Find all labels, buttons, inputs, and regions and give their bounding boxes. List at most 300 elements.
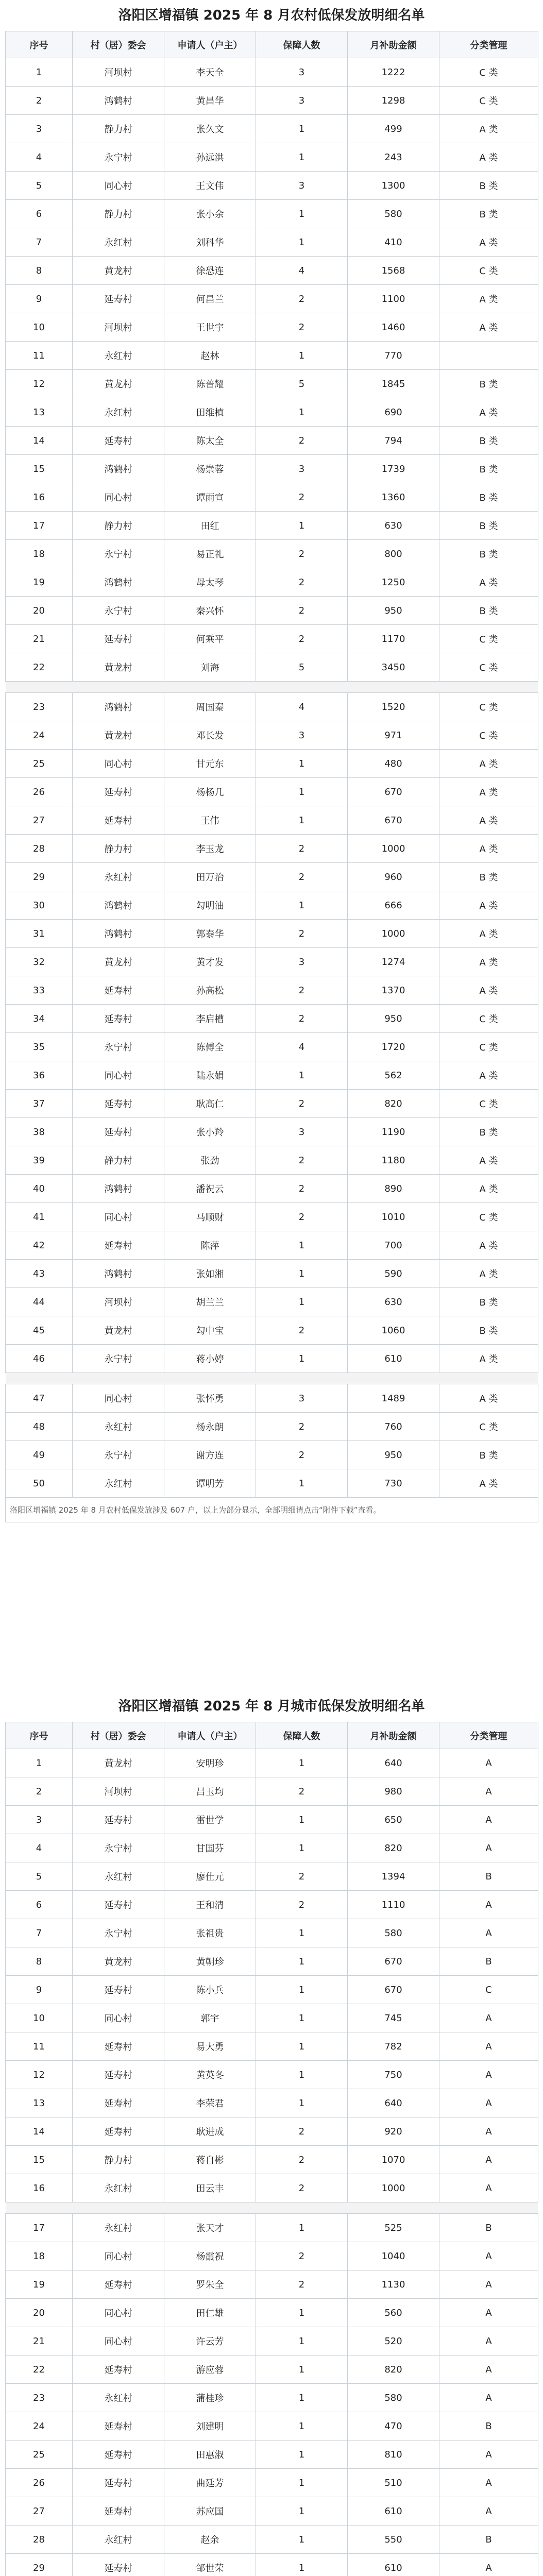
cell-seq: 4 <box>6 143 73 172</box>
table-row <box>6 1288 538 1316</box>
cell-category: A 类 <box>439 1175 538 1203</box>
cell-category: A <box>439 2004 538 2032</box>
cell-amount: 1000 <box>348 920 439 948</box>
cell-applicant: 勾明油 <box>164 891 256 920</box>
cell-amount: 810 <box>348 2441 439 2469</box>
cell-category: B 类 <box>439 172 538 200</box>
cell-applicant: 王文伟 <box>164 172 256 200</box>
cell-people: 2 <box>256 285 348 313</box>
cell-category: A <box>439 1777 538 1806</box>
cell-amount: 580 <box>348 2384 439 2412</box>
cell-seq: 49 <box>6 1441 73 1469</box>
cell-seq: 27 <box>6 806 73 835</box>
cell-seq: 33 <box>6 976 73 1005</box>
cell-category: A <box>439 2355 538 2384</box>
cell-category: A <box>439 2061 538 2089</box>
table-row <box>6 370 538 398</box>
cell-people: 2 <box>256 2146 348 2174</box>
cell-people: 1 <box>256 1919 348 1947</box>
cell-applicant: 甘国芬 <box>164 1834 256 1862</box>
cell-amount: 1060 <box>348 1316 439 1345</box>
cell-amount: 1568 <box>348 257 439 285</box>
cell-people: 1 <box>256 115 348 143</box>
cell-category: A <box>439 2299 538 2327</box>
table-row <box>6 2214 538 2242</box>
cell-seq: 26 <box>6 2469 73 2497</box>
cell-applicant: 雷世学 <box>164 1806 256 1834</box>
cell-category: A 类 <box>439 976 538 1005</box>
cell-village: 河坝村 <box>73 1777 164 1806</box>
cell-applicant: 母太琴 <box>164 568 256 597</box>
cell-amount: 1040 <box>348 2242 439 2270</box>
cell-category: C 类 <box>439 1033 538 1061</box>
table-row <box>6 2469 538 2497</box>
table-row <box>6 1891 538 1919</box>
cell-category: B 类 <box>439 1288 538 1316</box>
cell-category: C 类 <box>439 1413 538 1441</box>
table-row <box>6 2554 538 2576</box>
cell-applicant: 郭泰华 <box>164 920 256 948</box>
cell-village: 鸿鹤村 <box>73 455 164 483</box>
cell-village: 延寿村 <box>73 1806 164 1834</box>
cell-seq: 6 <box>6 200 73 228</box>
cell-category: A <box>439 1749 538 1777</box>
cell-category: A 类 <box>439 1061 538 1090</box>
cell-amount: 243 <box>348 143 439 172</box>
cell-category: A <box>439 1891 538 1919</box>
cell-amount: 980 <box>348 1777 439 1806</box>
cell-amount: 690 <box>348 398 439 427</box>
cell-people: 2 <box>256 625 348 653</box>
cell-people: 1 <box>256 750 348 778</box>
cell-village: 鸿鹤村 <box>73 891 164 920</box>
cell-seq: 10 <box>6 2004 73 2032</box>
cell-village: 鸿鹤村 <box>73 1260 164 1288</box>
table-row <box>6 721 538 750</box>
cell-category: B <box>439 1862 538 1891</box>
table-row <box>6 200 538 228</box>
cell-people: 1 <box>256 1976 348 2004</box>
cell-category: C 类 <box>439 653 538 682</box>
cell-seq: 8 <box>6 1947 73 1976</box>
cell-village: 河坝村 <box>73 313 164 342</box>
cell-people: 3 <box>256 1118 348 1146</box>
cell-category: A 类 <box>439 1231 538 1260</box>
cell-category <box>439 342 538 370</box>
cell-village: 延寿村 <box>73 2117 164 2146</box>
cell-amount: 610 <box>348 2554 439 2576</box>
cell-seq: 5 <box>6 1862 73 1891</box>
cell-applicant: 杨崇蓉 <box>164 455 256 483</box>
cell-village: 黄龙村 <box>73 653 164 682</box>
col-header-seq: 序号 <box>6 31 73 58</box>
cell-amount: 640 <box>348 1749 439 1777</box>
cell-category: A 类 <box>439 568 538 597</box>
cell-amount: 670 <box>348 1976 439 2004</box>
cell-category: B 类 <box>439 427 538 455</box>
cell-seq: 5 <box>6 172 73 200</box>
cell-village: 永宁村 <box>73 1441 164 1469</box>
cell-applicant: 李荣君 <box>164 2089 256 2117</box>
cell-amount: 1720 <box>348 1033 439 1061</box>
cell-people: 2 <box>256 863 348 891</box>
cell-village: 延寿村 <box>73 1118 164 1146</box>
cell-category: A 类 <box>439 115 538 143</box>
cell-category: A 类 <box>439 398 538 427</box>
cell-category: C 类 <box>439 1203 538 1231</box>
cell-people: 1 <box>256 2004 348 2032</box>
cell-applicant: 胡兰兰 <box>164 1288 256 1316</box>
cell-village: 延寿村 <box>73 2032 164 2061</box>
table-row <box>6 58 538 87</box>
cell-applicant: 甘元东 <box>164 750 256 778</box>
cell-village: 同心村 <box>73 1203 164 1231</box>
cell-amount: 1489 <box>348 1384 439 1413</box>
col-header-applicant: 申请人（户主） <box>164 1722 256 1749</box>
cell-category: C 类 <box>439 1005 538 1033</box>
table-row <box>6 1834 538 1862</box>
table-row <box>6 1777 538 1806</box>
cell-applicant: 刘海 <box>164 653 256 682</box>
cell-village: 永宁村 <box>73 1033 164 1061</box>
cell-people: 2 <box>256 2174 348 2202</box>
cell-people: 2 <box>256 1175 348 1203</box>
cell-applicant: 田维植 <box>164 398 256 427</box>
cell-village: 永红村 <box>73 1862 164 1891</box>
cell-applicant: 张祖贵 <box>164 1919 256 1947</box>
cell-village: 鸿鹤村 <box>73 87 164 115</box>
cell-category: A 类 <box>439 1384 538 1413</box>
table-row <box>6 1146 538 1175</box>
cell-seq: 13 <box>6 398 73 427</box>
cell-seq: 22 <box>6 653 73 682</box>
cell-applicant: 黄昌华 <box>164 87 256 115</box>
cell-amount: 1190 <box>348 1118 439 1146</box>
cell-amount: 1394 <box>348 1862 439 1891</box>
cell-village: 永红村 <box>73 2384 164 2412</box>
cell-seq: 37 <box>6 1090 73 1118</box>
cell-amount: 794 <box>348 427 439 455</box>
table-row <box>6 920 538 948</box>
cell-applicant: 吕玉均 <box>164 1777 256 1806</box>
cell-category: A <box>439 2441 538 2469</box>
cell-applicant: 田红 <box>164 512 256 540</box>
cell-village: 延寿村 <box>73 1090 164 1118</box>
cell-people: 3 <box>256 172 348 200</box>
cell-village: 延寿村 <box>73 806 164 835</box>
cell-village: 鸿鹤村 <box>73 568 164 597</box>
cell-village: 同心村 <box>73 2242 164 2270</box>
cell-people: 2 <box>256 1146 348 1175</box>
cell-village: 延寿村 <box>73 2089 164 2117</box>
cell-amount: 610 <box>348 1345 439 1373</box>
cell-amount: 1370 <box>348 976 439 1005</box>
cell-amount: 750 <box>348 2061 439 2089</box>
cell-people: 1 <box>256 1834 348 1862</box>
cell-category: B <box>439 2526 538 2554</box>
cell-village: 静力村 <box>73 1146 164 1175</box>
cell-people: 1 <box>256 1231 348 1260</box>
cell-applicant: 曲廷芳 <box>164 2469 256 2497</box>
cell-people: 2 <box>256 1005 348 1033</box>
cell-seq: 7 <box>6 1919 73 1947</box>
cell-people: 2 <box>256 920 348 948</box>
table-row <box>6 2004 538 2032</box>
cell-category: B 类 <box>439 200 538 228</box>
cell-applicant: 王伟 <box>164 806 256 835</box>
cell-people: 1 <box>256 2412 348 2441</box>
cell-village: 延寿村 <box>73 2270 164 2299</box>
cell-applicant: 何乘平 <box>164 625 256 653</box>
cell-category: C 类 <box>439 721 538 750</box>
cell-category: A <box>439 1834 538 1862</box>
cell-seq: 20 <box>6 597 73 625</box>
cell-amount: 820 <box>348 1834 439 1862</box>
table-row <box>6 1749 538 1777</box>
cell-applicant: 谢方连 <box>164 1441 256 1469</box>
cell-applicant: 孙高松 <box>164 976 256 1005</box>
cell-seq: 40 <box>6 1175 73 1203</box>
cell-amount: 562 <box>348 1061 439 1090</box>
cell-seq: 7 <box>6 228 73 257</box>
cell-amount: 640 <box>348 2089 439 2117</box>
table-row <box>6 891 538 920</box>
cell-category: B 类 <box>439 597 538 625</box>
cell-people: 2 <box>256 2270 348 2299</box>
cell-village: 黄龙村 <box>73 1947 164 1976</box>
cell-village: 永红村 <box>73 342 164 370</box>
table-row <box>6 2327 538 2355</box>
cell-applicant: 谭雨宣 <box>164 483 256 512</box>
cell-category: C 类 <box>439 87 538 115</box>
cell-village: 黄龙村 <box>73 1316 164 1345</box>
cell-category: B 类 <box>439 540 538 568</box>
cell-applicant: 陈普耀 <box>164 370 256 398</box>
cell-seq: 42 <box>6 1231 73 1260</box>
cell-amount: 971 <box>348 721 439 750</box>
cell-seq: 17 <box>6 512 73 540</box>
cell-village: 静力村 <box>73 115 164 143</box>
cell-amount: 1100 <box>348 285 439 313</box>
cell-category: B 类 <box>439 1118 538 1146</box>
cell-applicant: 黄朝珍 <box>164 1947 256 1976</box>
cell-category: B 类 <box>439 1316 538 1345</box>
cell-amount: 630 <box>348 1288 439 1316</box>
cell-people: 2 <box>256 2117 348 2146</box>
table-row <box>6 427 538 455</box>
table-row <box>6 2242 538 2270</box>
cell-village: 延寿村 <box>73 1005 164 1033</box>
cell-people: 3 <box>256 87 348 115</box>
cell-seq: 29 <box>6 2554 73 2576</box>
cell-seq: 19 <box>6 2270 73 2299</box>
cell-applicant: 张小羚 <box>164 1118 256 1146</box>
cell-amount: 580 <box>348 200 439 228</box>
cell-applicant: 张怀勇 <box>164 1384 256 1413</box>
cell-category: C 类 <box>439 1090 538 1118</box>
cell-seq: 27 <box>6 2497 73 2526</box>
cell-people: 3 <box>256 58 348 87</box>
cell-applicant: 马顺财 <box>164 1203 256 1231</box>
cell-village: 黄龙村 <box>73 1749 164 1777</box>
cell-category: B 类 <box>439 483 538 512</box>
table-row <box>6 2174 538 2202</box>
cell-applicant: 蒋小婷 <box>164 1345 256 1373</box>
cell-category: A 类 <box>439 806 538 835</box>
cell-seq: 11 <box>6 342 73 370</box>
table-row <box>6 597 538 625</box>
rural-table-title: 洛阳区增福镇 2025 年 8 月农村低保发放明细名单 <box>118 8 425 23</box>
cell-applicant: 田仁雄 <box>164 2299 256 2327</box>
cell-seq: 6 <box>6 1891 73 1919</box>
table-row <box>6 2117 538 2146</box>
cell-seq: 21 <box>6 2327 73 2355</box>
table-row <box>6 1090 538 1118</box>
cell-village: 永红村 <box>73 863 164 891</box>
cell-category: C 类 <box>439 693 538 721</box>
cell-people: 4 <box>256 1033 348 1061</box>
cell-applicant: 苏应国 <box>164 2497 256 2526</box>
cell-village: 延寿村 <box>73 2554 164 2576</box>
cell-amount: 499 <box>348 115 439 143</box>
cell-category: C 类 <box>439 58 538 87</box>
cell-village: 同心村 <box>73 483 164 512</box>
col-header-amount: 月补助金额 <box>348 1722 439 1749</box>
cell-category: C <box>439 1976 538 2004</box>
col-header-category: 分类管理 <box>439 31 538 58</box>
cell-category: A 类 <box>439 143 538 172</box>
cell-people: 3 <box>256 1384 348 1413</box>
table-row <box>6 948 538 976</box>
spacer-cell <box>6 1373 538 1384</box>
cell-amount: 630 <box>348 512 439 540</box>
cell-amount: 3450 <box>348 653 439 682</box>
table-row <box>6 313 538 342</box>
cell-seq: 47 <box>6 1384 73 1413</box>
cell-amount: 950 <box>348 1441 439 1469</box>
cell-applicant: 黄才发 <box>164 948 256 976</box>
cell-seq: 18 <box>6 2242 73 2270</box>
table-row <box>6 1469 538 1498</box>
cell-category: B <box>439 2412 538 2441</box>
cell-seq: 22 <box>6 2355 73 2384</box>
cell-applicant: 廖仕元 <box>164 1862 256 1891</box>
cell-people: 2 <box>256 976 348 1005</box>
cell-amount: 950 <box>348 597 439 625</box>
col-header-category: 分类管理 <box>439 1722 538 1749</box>
table-row <box>6 1033 538 1061</box>
cell-amount: 890 <box>348 1175 439 1203</box>
table-row <box>6 1203 538 1231</box>
section-spacer <box>6 1373 538 1384</box>
cell-applicant: 耿进成 <box>164 2117 256 2146</box>
cell-applicant: 陈傅全 <box>164 1033 256 1061</box>
table-row <box>6 2355 538 2384</box>
table-row <box>6 625 538 653</box>
table-row <box>6 87 538 115</box>
cell-seq: 31 <box>6 920 73 948</box>
cell-village: 同心村 <box>73 172 164 200</box>
cell-people: 1 <box>256 2299 348 2327</box>
cell-applicant: 潘祝云 <box>164 1175 256 1203</box>
cell-people: 1 <box>256 806 348 835</box>
cell-people: 1 <box>256 512 348 540</box>
cell-amount: 1170 <box>348 625 439 653</box>
cell-village: 延寿村 <box>73 2355 164 2384</box>
cell-category: A 类 <box>439 1345 538 1373</box>
cell-village: 同心村 <box>73 2299 164 2327</box>
cell-village: 永宁村 <box>73 597 164 625</box>
cell-applicant: 刘建明 <box>164 2412 256 2441</box>
cell-village: 永宁村 <box>73 1834 164 1862</box>
cell-applicant: 蒋自彬 <box>164 2146 256 2174</box>
cell-applicant: 邓长发 <box>164 721 256 750</box>
cell-seq: 38 <box>6 1118 73 1146</box>
cell-category: A <box>439 2117 538 2146</box>
cell-category: A 类 <box>439 285 538 313</box>
cell-amount: 700 <box>348 1231 439 1260</box>
cell-category: A <box>439 2384 538 2412</box>
cell-village: 永红村 <box>73 398 164 427</box>
table-row <box>6 1316 538 1345</box>
cell-people: 1 <box>256 2526 348 2554</box>
cell-seq: 8 <box>6 257 73 285</box>
cell-applicant: 何昌兰 <box>164 285 256 313</box>
cell-category: A 类 <box>439 1146 538 1175</box>
cell-seq: 25 <box>6 2441 73 2469</box>
cell-village: 延寿村 <box>73 976 164 1005</box>
table-row <box>6 483 538 512</box>
cell-applicant: 黄英冬 <box>164 2061 256 2089</box>
cell-seq: 14 <box>6 427 73 455</box>
cell-seq: 26 <box>6 778 73 806</box>
cell-village: 永宁村 <box>73 1919 164 1947</box>
cell-village: 延寿村 <box>73 778 164 806</box>
cell-applicant: 蒲桂珍 <box>164 2384 256 2412</box>
cell-people: 1 <box>256 2441 348 2469</box>
cell-seq: 41 <box>6 1203 73 1231</box>
section-spacer <box>6 682 538 693</box>
cell-amount: 950 <box>348 1005 439 1033</box>
cell-village: 静力村 <box>73 512 164 540</box>
cell-category: C 类 <box>439 257 538 285</box>
rural-header-row <box>6 31 538 58</box>
cell-village: 鸿鹤村 <box>73 1175 164 1203</box>
cell-people: 2 <box>256 1316 348 1345</box>
cell-amount: 1070 <box>348 2146 439 2174</box>
cell-amount: 670 <box>348 1947 439 1976</box>
cell-applicant: 田万治 <box>164 863 256 891</box>
cell-village: 静力村 <box>73 200 164 228</box>
cell-category: A 类 <box>439 313 538 342</box>
cell-applicant: 耿高仁 <box>164 1090 256 1118</box>
cell-people: 1 <box>256 2032 348 2061</box>
cell-applicant: 王世宇 <box>164 313 256 342</box>
cell-seq: 48 <box>6 1413 73 1441</box>
cell-seq: 19 <box>6 568 73 597</box>
cell-people: 1 <box>256 2061 348 2089</box>
cell-people: 2 <box>256 835 348 863</box>
cell-people: 1 <box>256 2327 348 2355</box>
cell-people: 1 <box>256 200 348 228</box>
col-header-seq: 序号 <box>6 1722 73 1749</box>
table-row <box>6 2441 538 2469</box>
rural-table-body <box>6 58 538 1522</box>
cell-village: 永红村 <box>73 1469 164 1498</box>
cell-village: 永宁村 <box>73 143 164 172</box>
cell-village: 同心村 <box>73 750 164 778</box>
table-row <box>6 1384 538 1413</box>
